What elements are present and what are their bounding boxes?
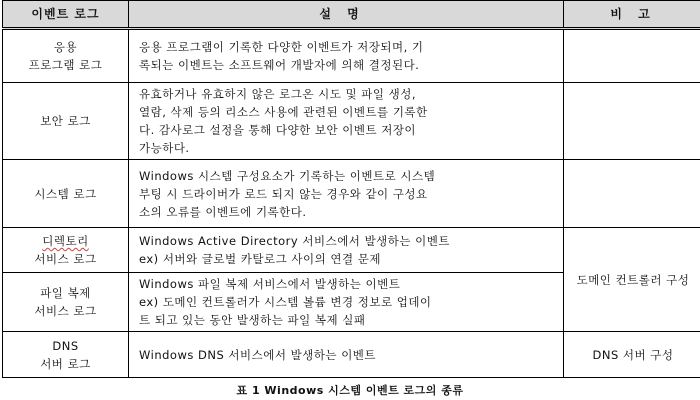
row-desc-line: 트 되고 있는 동안 발생하는 파일 복제 실패 — [139, 313, 366, 327]
row-desc-line: Windows DNS 서비스에서 발생하는 이벤트 — [139, 347, 377, 362]
table-caption: 표 1 Windows 시스템 이벤트 로그의 종류 — [236, 384, 464, 397]
row-type-line: 시스템 로그 — [34, 186, 97, 201]
table-row — [3, 332, 700, 378]
row-desc-line: Windows 시스템 구성요소가 기록하는 이벤트로 시스템 — [139, 168, 436, 183]
row-description-cell — [129, 160, 564, 228]
row-desc-line: 유효하거나 유효하지 않은 로그온 시도 및 파일 생성, — [139, 87, 417, 101]
row-type-line: 파일 복제 — [40, 286, 91, 300]
row-type-line: 디렉토리 — [42, 234, 89, 248]
table-row — [3, 83, 700, 160]
row-type-line: 프로그램 로그 — [28, 58, 103, 72]
row-note-cell — [564, 160, 700, 228]
row-type-cell — [3, 228, 129, 273]
row-type-cell — [3, 83, 129, 160]
row-type-cell — [3, 160, 129, 228]
row-desc-line: 가능하다. — [139, 141, 190, 155]
table-header-row — [3, 1, 700, 29]
row-description-cell — [129, 29, 564, 83]
event-log-table-frame — [2, 0, 693, 380]
row-note-cell — [564, 29, 700, 83]
row-desc-line: ex) 도메인 컨트롤러가 시스템 볼륨 변경 정보로 업데이 — [139, 295, 432, 309]
row-desc-line: Windows 파일 복제 서비스에서 발생하는 이벤트 — [139, 277, 401, 291]
row-type-line: 응용 — [53, 40, 78, 54]
row-desc-line: ex) 서버와 글로벌 카탈로그 사이의 연결 문제 — [139, 252, 381, 266]
row-note-cell: DNS 서버 구성 — [564, 332, 700, 378]
merged-note-cell: 도메인 컨트롤러 구성 — [564, 228, 700, 332]
table-row — [3, 228, 700, 273]
row-type-cell — [3, 29, 129, 83]
header-note: 비 고 — [564, 1, 700, 29]
row-description-cell — [129, 273, 564, 332]
row-type-cell — [3, 332, 129, 378]
row-type-line: 서버 로그 — [40, 356, 91, 371]
row-type-cell — [3, 273, 129, 332]
row-desc-line: 부팅 시 드라이버가 로드 되지 않는 경우와 같이 구성요 — [139, 186, 428, 201]
row-description-cell — [129, 228, 564, 273]
table-row — [3, 29, 700, 83]
row-desc-line: 다. 감사로그 설정을 통해 다양한 보안 이벤트 저장이 — [139, 123, 417, 137]
row-desc-line: 소의 오류를 이벤트에 기록한다. — [139, 204, 307, 219]
header-event-log: 이벤트 로그 — [3, 1, 129, 29]
row-desc-line: 열람, 삭제 등의 리소스 사용에 관련된 이벤트를 기록한 — [139, 105, 428, 119]
row-type-line: 서비스 로그 — [34, 304, 97, 318]
row-desc-line: Windows Active Directory 서비스에서 발생하는 이벤트 — [139, 234, 450, 248]
row-note-cell — [564, 83, 700, 160]
row-type-line: 서비스 로그 — [34, 252, 97, 266]
event-log-table — [2, 0, 700, 378]
table-row — [3, 160, 700, 228]
row-type-line: DNS — [52, 338, 79, 353]
row-description-cell — [129, 332, 564, 378]
row-type-line: 보안 로그 — [40, 114, 91, 128]
row-desc-line: 응용 프로그램이 기록한 다양한 이벤트가 저장되며, 기 — [139, 40, 424, 54]
header-description: 설 명 — [129, 1, 564, 29]
row-description-cell — [129, 83, 564, 160]
row-desc-line: 록되는 이벤트는 소프트웨어 개발자에 의해 결정된다. — [139, 58, 420, 72]
